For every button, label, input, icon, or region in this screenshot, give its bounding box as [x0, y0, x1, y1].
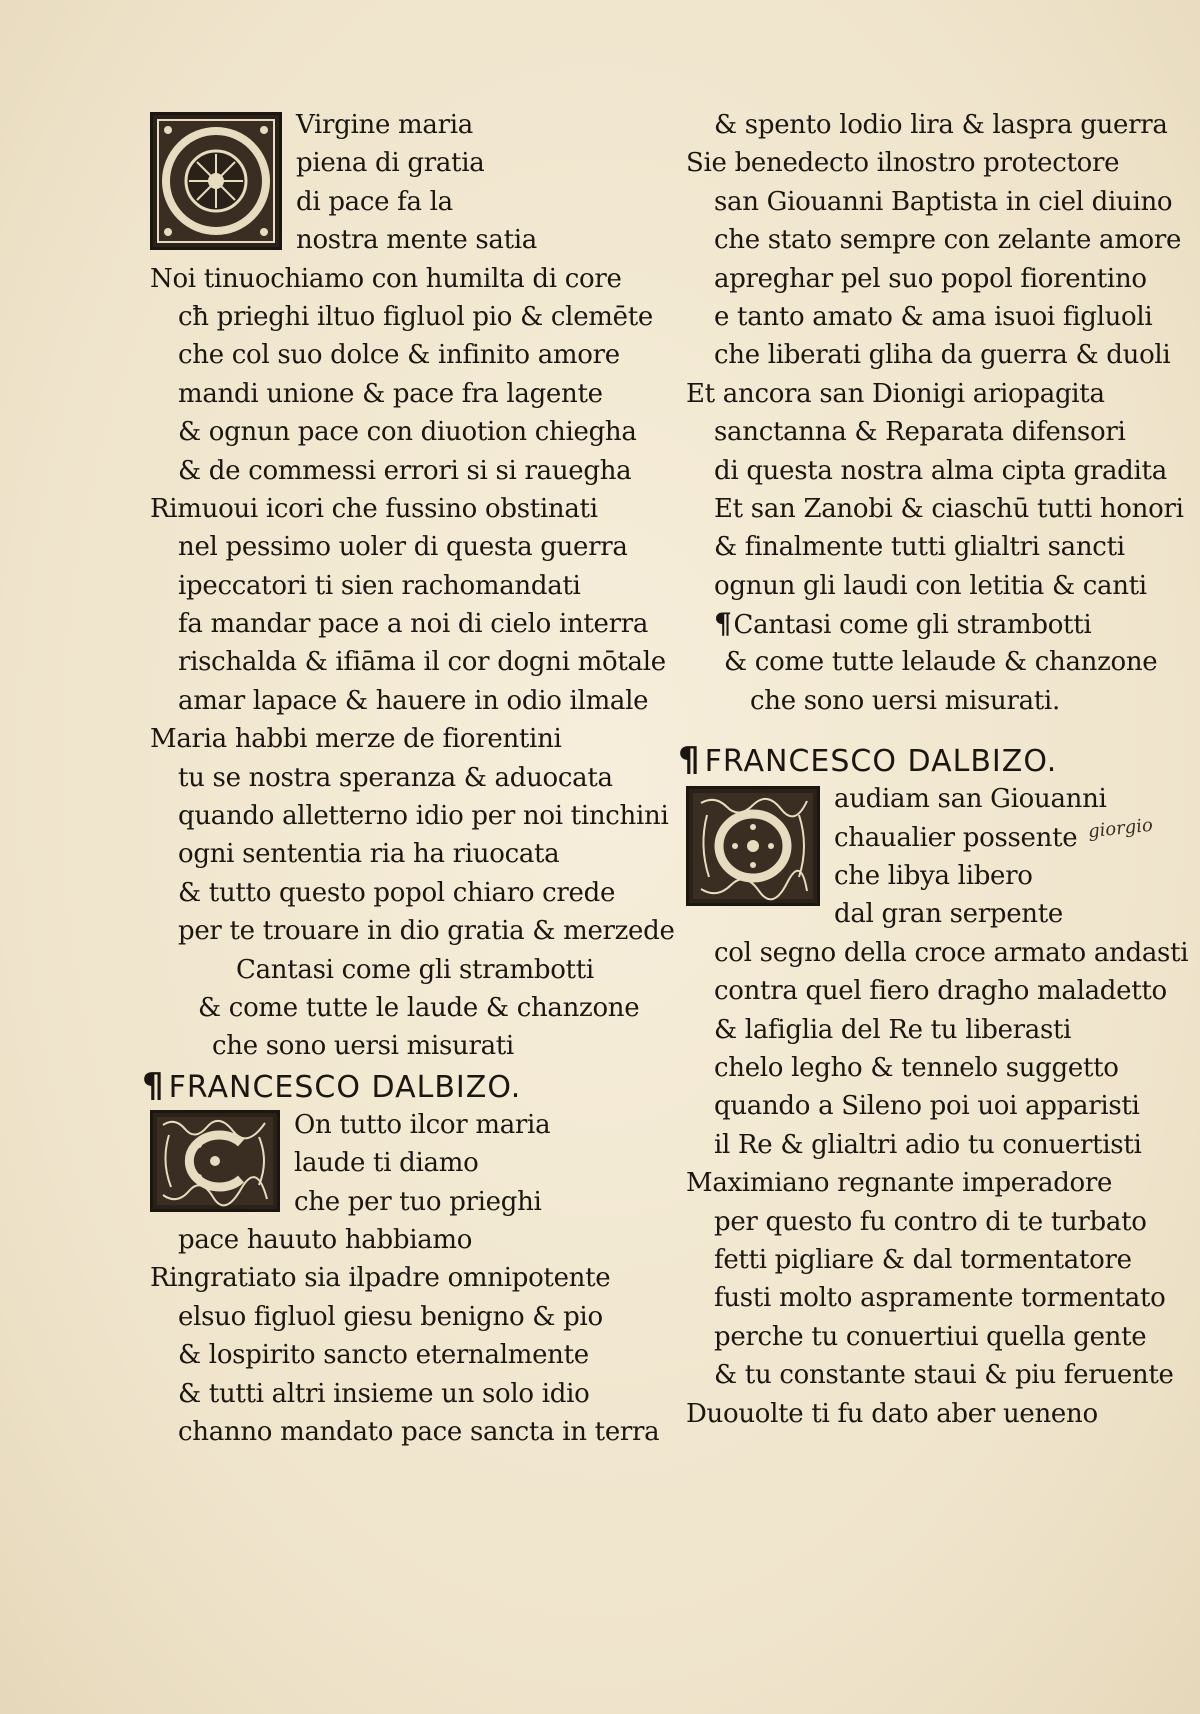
verse-line: nostra mente satia	[296, 225, 537, 256]
verse-line: contra quel fiero dragho maladetto	[714, 976, 1167, 1007]
verse-line: audiam san Giouanni	[834, 784, 1107, 815]
verse-line: il Re & glialtri adio tu conuertisti	[714, 1129, 1142, 1160]
right-column	[678, 106, 1189, 1433]
verse-line: col segno della croce armato andasti	[714, 937, 1189, 968]
verse-line: ogni sententia ria ha riuocata	[178, 839, 560, 870]
verse-line: quando alletterno idio per noi tinchini	[178, 801, 669, 832]
verse-line: & lospirito sancto eternalmente	[178, 1340, 589, 1371]
verse-line: pace hauuto habbiamo	[178, 1224, 473, 1255]
stanza-1-opening	[150, 106, 660, 260]
verse-line: Et san Zanobi & ciaschū tutti honori	[714, 493, 1184, 524]
woodcut-initial-O-icon	[150, 112, 282, 250]
pilcrow-icon: ¶	[142, 1065, 165, 1106]
verse-line: tu se nostra speranza & aduocata	[178, 762, 613, 793]
verse-line: per questo fu contro di te turbato	[714, 1206, 1147, 1237]
rubric-line: & come tutte le laude & chanzone	[198, 992, 640, 1023]
verse-line: elsuo figluol giesu benigno & pio	[178, 1301, 603, 1332]
verse-line: di questa nostra alma cipta gradita	[714, 455, 1167, 486]
verse-line: On tutto ilcor maria	[294, 1109, 551, 1140]
author-heading	[678, 740, 1186, 780]
verse-line: fusti molto aspramente tormentato	[714, 1283, 1166, 1314]
verse-line: che libya libero	[834, 861, 1033, 892]
verse-line: channo mandato pace sancta in terra	[178, 1416, 660, 1447]
verse-line: ognun gli laudi con letitia & canti	[714, 570, 1147, 601]
verse-line: che stato sempre con zelante amore	[714, 225, 1182, 256]
verse-line: Et ancora san Dionigi ariopagita	[686, 378, 1105, 409]
verse-line: fa mandar pace a noi di cielo interra	[178, 609, 649, 640]
verse-line: & de commessi errori si si rauegha	[178, 455, 632, 486]
verse-line: sanctanna & Reparata difensori	[714, 417, 1126, 448]
verse-line: mandi unione & pace fra lagente	[178, 378, 603, 409]
stanza-3-opening	[686, 780, 1186, 934]
verse-line: rischalda & ifiāma il cor dogni mōtale	[178, 647, 666, 678]
rubric-line: che sono uersi misurati.	[750, 685, 1060, 716]
verse-line: Sie benedecto ilnostro protectore	[686, 148, 1120, 179]
verse-line: e tanto amato & ama isuoi figluoli	[714, 301, 1153, 332]
verse-line: perche tu conuertiui quella gente	[714, 1321, 1147, 1352]
verse-line: Virgine maria	[296, 110, 473, 140]
verse-line: & ognun pace con diuotion chiegha	[178, 417, 637, 448]
verse-line: & tutto questo popol chiaro crede	[178, 877, 616, 908]
verse-line: laude ti diamo	[294, 1148, 479, 1179]
woodcut-initial-C-icon	[150, 1110, 280, 1212]
verse-line: san Giouanni Baptista in ciel diuino	[714, 186, 1173, 217]
verse-line: & spento lodio lira & laspra guerra	[714, 110, 1168, 140]
rubric-text: Cantasi come gli strambotti	[733, 610, 1092, 641]
pilcrow-icon: ¶	[714, 607, 732, 641]
verse-line: che liberati gliha da guerra & duoli	[714, 340, 1171, 371]
author-heading	[142, 1066, 660, 1106]
stanza-4-opening	[150, 1106, 660, 1221]
verse-line: piena di gratia	[296, 148, 485, 179]
rubric-line: che sono uersi misurati	[212, 1031, 514, 1062]
verse-line: & tutti altri insieme un solo idio	[178, 1378, 590, 1409]
verse-line: amar lapace & hauere in odio ilmale	[178, 685, 649, 716]
verse-line: Maria habbi merze de fiorentini	[150, 724, 562, 755]
verse-line: & finalmente tutti glialtri sancti	[714, 532, 1125, 563]
author-name: FRANCESCO DALBIZO.	[168, 1069, 522, 1105]
verse-line: & tu constante staui & piu feruente	[714, 1360, 1174, 1391]
verse-line: ipeccatori ti sien rachomandati	[178, 570, 581, 601]
spacer	[686, 720, 1186, 740]
verse-line: di pace fa la	[296, 186, 453, 217]
rubric-line: & come tutte lelaude & chanzone	[724, 647, 1158, 678]
rubric-line: Cantasi come gli strambotti	[236, 954, 594, 985]
verse-line: fetti pigliare & dal tormentatore	[714, 1244, 1132, 1275]
left-column	[142, 106, 675, 1451]
verse-line: Noi tinuochiamo con humilta di core	[150, 263, 622, 294]
verse-line: apreghar pel suo popol fiorentino	[714, 263, 1147, 294]
woodcut-initial-O-icon	[686, 786, 820, 906]
verse-line: & lafiglia del Re tu liberasti	[714, 1014, 1072, 1045]
verse-line: nel pessimo uoler di questa guerra	[178, 532, 628, 563]
author-name: FRANCESCO DALBIZO.	[704, 744, 1058, 780]
verse-line: Maximiano regnante imperadore	[686, 1168, 1113, 1199]
verse-line: chelo legho & tennelo suggetto	[714, 1052, 1119, 1083]
verse-line: dal gran serpente	[834, 899, 1063, 930]
verse-line: per te trouare in dio gratia & merzede	[178, 916, 675, 947]
verse-line: Ringratiato sia ilpadre omnipotente	[150, 1263, 611, 1294]
verse-line: che per tuo prieghi	[294, 1186, 542, 1217]
pilcrow-icon: ¶	[678, 740, 701, 781]
verse-line: che col suo dolce & infinito amore	[178, 340, 620, 371]
verse-line: Duouolte ti fu dato aber ueneno	[686, 1398, 1098, 1429]
verse-line: quando a Sileno poi uoi apparisti	[714, 1091, 1140, 1122]
verse-line: chaualier possente	[834, 822, 1078, 853]
rubric-line	[686, 605, 1186, 643]
verse-line: Rimuoui icori che fussino obstinati	[150, 493, 598, 524]
verse-line: cħ prieghi iltuo figluol pio & clemēte	[178, 301, 653, 332]
handwritten-margin-note: giorgio	[1087, 814, 1154, 843]
